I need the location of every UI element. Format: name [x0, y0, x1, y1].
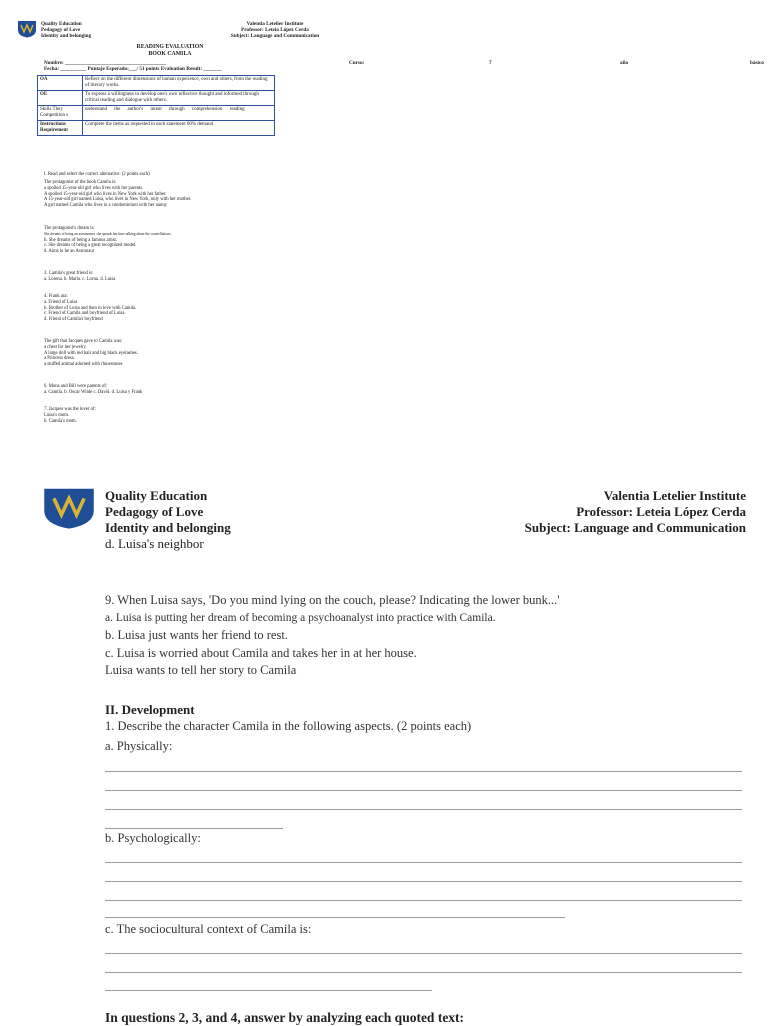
question-1 — [44, 180, 191, 209]
table-row — [38, 121, 275, 136]
option[interactable]: b. She dreams of being a famous artist. — [44, 237, 118, 243]
header-institute: Valentia Letelier Institute — [246, 21, 304, 27]
evaluation-title — [100, 44, 240, 57]
option[interactable]: d. Friend of Camila's boyfriend — [44, 317, 103, 323]
header-quality: Quality Education — [41, 21, 82, 27]
questions-2-4-instructions: In questions 2, 3, and 4, answer by analyzing each quoted text: — [105, 1010, 465, 1025]
header-subject: Subject: Language and Communication — [230, 33, 320, 40]
answer-line[interactable] — [105, 828, 283, 829]
sociocultural-label: c. The sociocultural context of Camila is: — [105, 922, 312, 936]
answer-line[interactable] — [105, 771, 742, 772]
option-d-neighbor[interactable]: d. Luisa's neighbor — [105, 536, 204, 551]
option[interactable]: a. Friend of Luisa — [44, 299, 78, 305]
option[interactable]: A spoiled 15-year-old girl who lives in New York with her father. — [44, 191, 167, 197]
header-pedagogy: Pedagogy of Love — [105, 504, 204, 519]
header-right-lines — [200, 21, 350, 40]
option[interactable]: b. Luisa just wants her friend to rest. — [105, 628, 288, 642]
option[interactable]: d. Aims to be an Astronaut — [44, 249, 94, 255]
question-stem: 9. When Luisa says, 'Do you mind lying on the couch, please? Indicating the lower bunk...' — [105, 593, 560, 607]
header-left-lines — [41, 21, 91, 40]
fecha-field[interactable]: Fecha: __________ Puntaje Esperado:___/ 51 points Evaluation Result: _______ — [44, 66, 222, 72]
header-right-lines — [440, 488, 746, 536]
option[interactable]: a. Lorena. b. Marla. c. Lorna. d. Luisa — [44, 276, 116, 282]
table-value: Reflect on the different dimensions of human experience, own and others, from the reading of literary works. — [83, 76, 275, 91]
basico-label: básico — [750, 60, 764, 66]
physically-label: a. Physically: — [105, 739, 173, 753]
answer-line[interactable] — [105, 862, 742, 863]
option[interactable]: a spoiled 15-year-old girl who lives with her parents. — [44, 185, 144, 191]
question-stem: The protagonist of the book Camila is: — [44, 180, 117, 185]
table-key: OE — [38, 91, 83, 106]
answer-line[interactable] — [105, 953, 742, 954]
table-key: OA — [38, 76, 83, 91]
question-3 — [44, 271, 115, 283]
section-development-heading: II. Development — [105, 702, 195, 717]
header-identity: Identity and belonging — [41, 33, 92, 40]
table-key: Instructions Requirement — [38, 121, 83, 136]
question-stem: 4. Frank ara: — [44, 294, 68, 299]
answer-line[interactable] — [105, 881, 742, 882]
answer-line[interactable] — [105, 790, 742, 791]
nombre-field[interactable]: Nombre: _______________________________________ — [44, 60, 167, 66]
curso-number: 7 — [489, 60, 492, 66]
title-book-camila: BOOK CAMILA — [148, 50, 192, 57]
question-stem: The gift that Jacques gave to Camila was: — [44, 339, 123, 344]
option[interactable]: b. Brother of Luisa and then in love with Camila. — [44, 305, 137, 311]
option[interactable]: Luisa's mom. — [44, 412, 70, 418]
option[interactable]: a chest for her jewelry. — [44, 344, 87, 350]
option[interactable]: A 15-year-old girl named Luisa, who lives in New York, only with her mother. — [44, 197, 192, 203]
question-instructions: I. Read and select the correct alternative: (2 points each) — [44, 172, 150, 177]
header-professor: Professor: Leteia López Cerda — [576, 504, 746, 519]
question-stem: 6. Mona and Bill were parents of: — [44, 384, 108, 389]
school-crest-icon — [17, 20, 37, 38]
question-5 — [44, 339, 138, 368]
objectives-table — [37, 75, 275, 136]
answer-line[interactable] — [105, 990, 432, 991]
option[interactable]: a stuffed animal adorned with rhinestones — [44, 362, 123, 368]
header-left-lines — [105, 488, 231, 552]
option[interactable]: a. Camila. b. Oscar Wilde c. David. d. Luisa y Frank — [44, 389, 143, 395]
header-quality: Quality Education — [105, 488, 208, 503]
answer-line[interactable] — [105, 972, 742, 973]
question-7 — [44, 407, 96, 424]
question-4 — [44, 294, 136, 323]
option[interactable]: a. Luisa is putting her dream of becoming a psychoanalyst into practice with Camila. — [105, 611, 496, 624]
table-row — [38, 91, 275, 106]
answer-line[interactable] — [105, 917, 565, 918]
answer-line[interactable] — [105, 809, 742, 810]
answer-line[interactable] — [105, 900, 742, 901]
table-value: understand the author's intent through comprehension reading — [83, 106, 275, 121]
table-row — [38, 106, 275, 121]
option[interactable]: She dreams of being an astronomer, she spends her time talking about the constellations. — [44, 231, 172, 236]
question-9 — [105, 592, 560, 680]
question-6 — [44, 384, 142, 396]
header-pedagogy: Pedagogy of Love — [41, 27, 81, 34]
table-key: Skills They Competition s — [38, 106, 83, 121]
question-stem: 7. Jacques was the lover of: — [44, 407, 96, 412]
question-2 — [44, 226, 171, 255]
option[interactable]: c. Friend of Camila and boyfriend of Luisa. — [44, 311, 126, 317]
header-professor: Professor: Leteia López Cerda — [241, 27, 309, 34]
table-value: Complete the items as requested in each statement 60% demand — [83, 121, 275, 136]
psychologically-label: b. Psychologically: — [105, 831, 201, 845]
option[interactable]: c. She dreams of being a great recognized model. — [44, 243, 137, 249]
table-value: To express a willingness to develop one's own reflective thought and informed through critical reading and dialogue with others. — [83, 91, 275, 106]
development-question-1: 1. Describe the character Camila in the following aspects. (2 points each) — [105, 719, 472, 733]
option[interactable]: A girl named Camila who lives in a condominium with her nanny — [44, 203, 168, 209]
school-crest-icon — [41, 486, 97, 530]
option[interactable]: Luisa wants to tell her story to Camila — [105, 663, 297, 677]
curso-label: Curso: — [349, 60, 365, 66]
header-subject: Subject: Language and Communication — [524, 520, 746, 535]
question-stem: The protagonist's dream is: — [44, 226, 95, 231]
table-row — [38, 76, 275, 91]
option[interactable]: a Princess dress. — [44, 356, 75, 362]
ano-label: año — [620, 60, 629, 66]
option[interactable]: b. Camila's mom. — [44, 418, 77, 424]
header-institute: Valentia Letelier Institute — [603, 488, 746, 503]
header-identity: Identity and belonging — [105, 520, 231, 535]
option[interactable]: A large doll with red hair and big black eyelashes. — [44, 350, 138, 356]
question-stem: 3. Camila's great friend is: — [44, 271, 94, 276]
title-reading-evaluation: READING EVALUATION — [136, 44, 204, 50]
option[interactable]: c. Luisa is worried about Camila and takes her in at her house. — [105, 645, 417, 660]
